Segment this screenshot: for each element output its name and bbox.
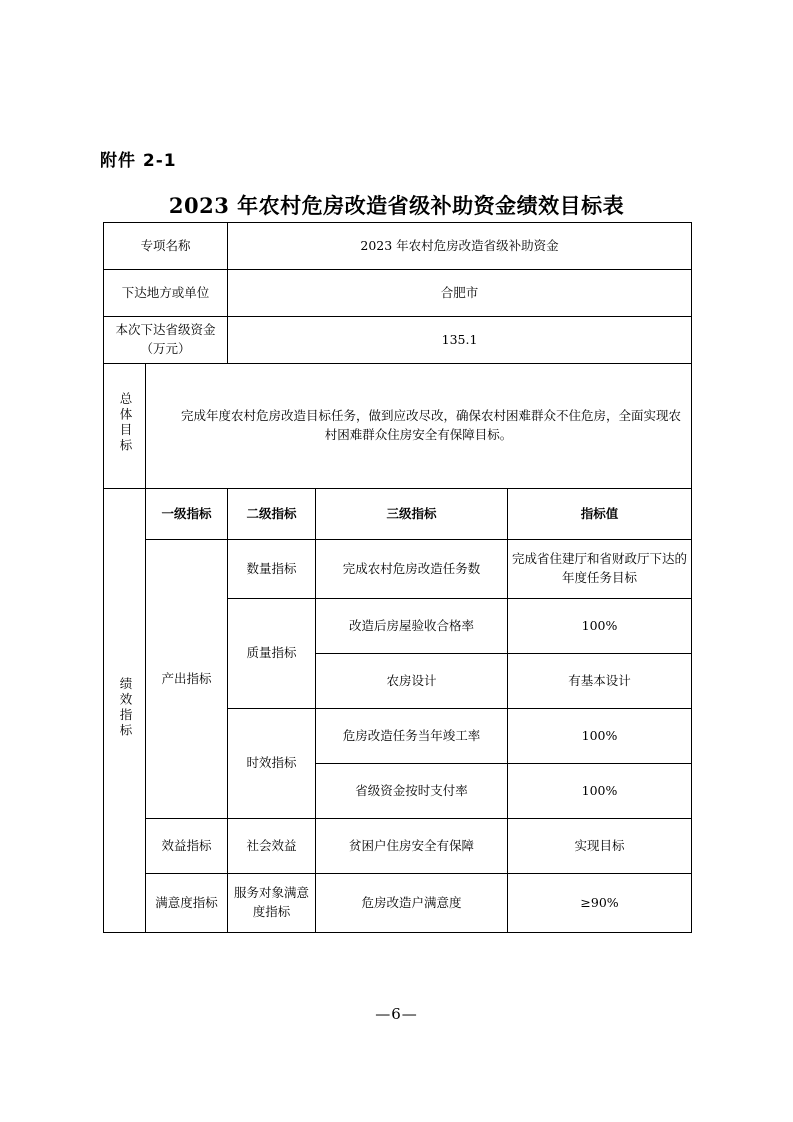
cell-level2-timeliness: 时效指标 xyxy=(228,709,316,819)
recipient-value: 合肥市 xyxy=(228,270,692,317)
cell-level3-4: 省级资金按时支付率 xyxy=(316,764,508,819)
header-level1: 一级指标 xyxy=(146,489,228,540)
header-level3: 三级指标 xyxy=(316,489,508,540)
overall-goal-side-label-text: 总体目标 xyxy=(117,392,133,455)
cell-level3-6: 危房改造户满意度 xyxy=(316,874,508,933)
page-number: —6— xyxy=(375,1005,418,1023)
recipient-label: 下达地方或单位 xyxy=(104,270,228,317)
header-value: 指标值 xyxy=(508,489,692,540)
cell-value-5: 实现目标 xyxy=(508,819,692,874)
cell-level3-1: 改造后房屋验收合格率 xyxy=(316,599,508,654)
cell-level2-service-satisfaction: 服务对象满意度指标 xyxy=(228,874,316,933)
performance-indicator-side-label xyxy=(104,489,146,933)
cell-value-6: ≥90% xyxy=(508,874,692,933)
special-fund-name-value: 2023 年农村危房改造省级补助资金 xyxy=(228,223,692,270)
cell-value-3: 100% xyxy=(508,709,692,764)
cell-level2-quantity: 数量指标 xyxy=(228,540,316,599)
cell-value-1: 100% xyxy=(508,599,692,654)
overall-goal-row xyxy=(104,364,692,489)
special-fund-name-label: 专项名称 xyxy=(104,223,228,270)
cell-level2-social: 社会效益 xyxy=(228,819,316,874)
cell-value-4: 100% xyxy=(508,764,692,819)
cell-level1-benefit: 效益指标 xyxy=(146,819,228,874)
performance-indicator-side-label-text: 绩效指标 xyxy=(117,676,133,739)
attachment-label: 附件 2-1 xyxy=(100,151,177,171)
amount-value: 135.1 xyxy=(228,317,692,364)
cell-level1-satisfaction: 满意度指标 xyxy=(146,874,228,933)
overall-goal-side-label xyxy=(104,364,146,489)
cell-value-0: 完成省住建厅和省财政厅下达的年度任务目标 xyxy=(508,540,692,599)
page-title: 2023 年农村危房改造省级补助资金绩效目标表 xyxy=(168,193,625,218)
performance-target-table xyxy=(103,222,692,933)
table-row xyxy=(104,317,692,364)
table-row xyxy=(104,874,692,933)
cell-level3-2: 农房设计 xyxy=(316,654,508,709)
header-level2: 二级指标 xyxy=(228,489,316,540)
indicator-header-row xyxy=(104,489,692,540)
cell-value-2: 有基本设计 xyxy=(508,654,692,709)
cell-level3-0: 完成农村危房改造任务数 xyxy=(316,540,508,599)
cell-level2-quality: 质量指标 xyxy=(228,599,316,709)
table-row xyxy=(104,540,692,599)
cell-level3-3: 危房改造任务当年竣工率 xyxy=(316,709,508,764)
cell-level1-output: 产出指标 xyxy=(146,540,228,819)
table-row xyxy=(104,223,692,270)
table-row xyxy=(104,270,692,317)
table-row xyxy=(104,819,692,874)
cell-level3-5: 贫困户住房安全有保障 xyxy=(316,819,508,874)
overall-goal-text: 完成年度农村危房改造目标任务，做到应改尽改，确保农村困难群众不住危房，全面实现农村困难群众住房安全有保障目标。 xyxy=(146,364,692,489)
amount-label: 本次下达省级资金（万元） xyxy=(104,317,228,364)
